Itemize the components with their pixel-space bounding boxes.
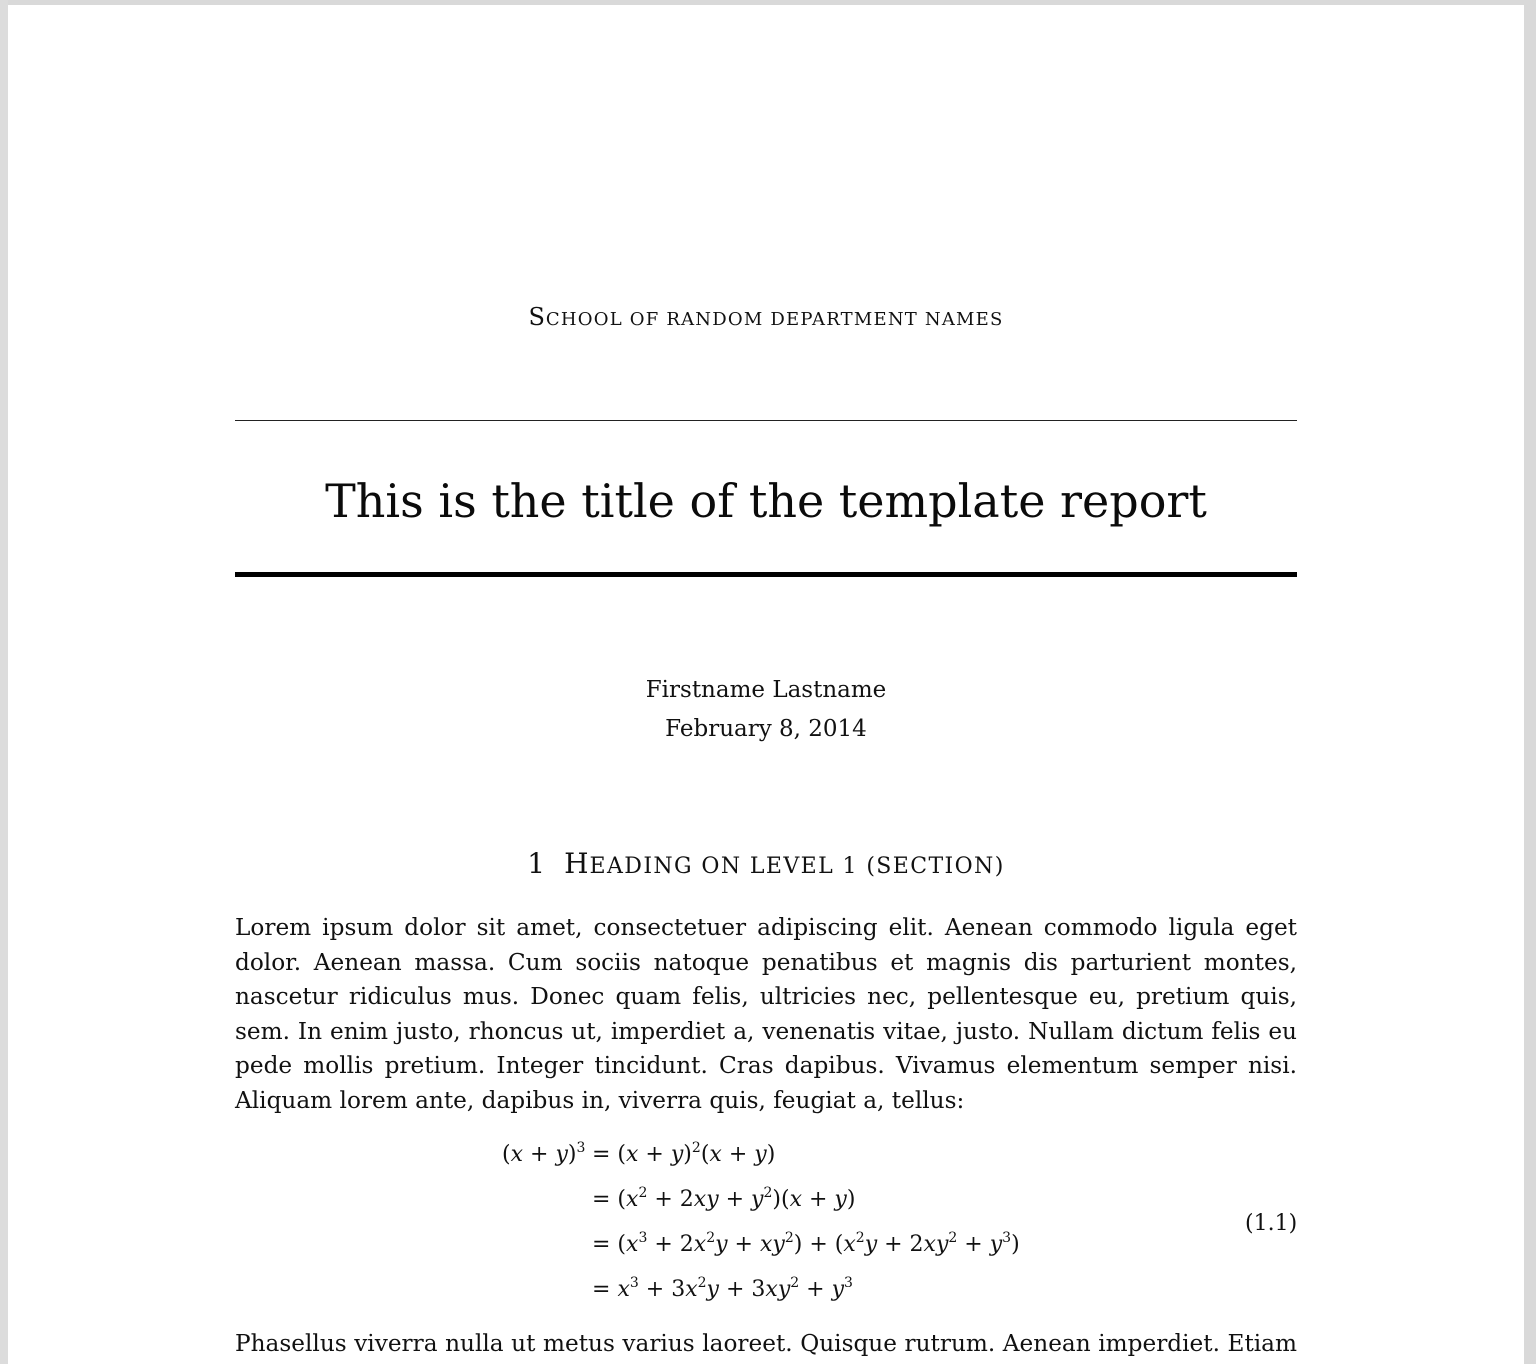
- equation-line-4: = $x^3 + 3x^2y + 3xy^2 + y^3$: [592, 1275, 853, 1302]
- equation-lhs: $(x + y)^3$: [502, 1140, 586, 1167]
- report-title: This is the title of the template report: [325, 474, 1207, 528]
- body-paragraph-1: Lorem ipsum dolor sit amet, consectetuer adipiscing elit. Aenean commodo ligula eget dolor. Aenean massa. Cum sociis natoque penatibus et magnis dis parturient montes, nascetur ridiculus mus. Donec quam felis, ultricies nec, pellentesque eu, pretium quis, sem. In enim justo, rhoncus ut, imperdiet a, venenatis vitae, justo. Nullam dictum felis eu pede mollis pretium. Integer tincidunt. Cras dapibus. Vivamus elementum semper nisi. Aliquam lorem ante, dapibus in, viverra quis, feugiat a, tellus:: [235, 914, 1297, 1114]
- equation-line-2: = $(x^2 + 2xy + y^2)(x + y)$: [592, 1185, 856, 1212]
- equation-line-1: = $(x + y)^2(x + y)$: [592, 1140, 776, 1167]
- department-rest: CHOOL OF RANDOM DEPARTMENT NAMES: [545, 309, 1004, 330]
- document-page: [8, 5, 1524, 1364]
- section-number: 1: [527, 847, 547, 880]
- title-top-rule: [235, 420, 1297, 421]
- page-gutter: [0, 0, 8, 1364]
- author-name: Firstname Lastname: [645, 677, 887, 703]
- body-paragraph-2: Phasellus viverra nulla ut metus varius laoreet. Quisque rutrum. Aenean imperdiet. Etiam: [235, 1330, 1297, 1357]
- section-heading: [8, 847, 1524, 880]
- report-date: February 8, 2014: [665, 716, 867, 742]
- equation-number: (1.1): [1245, 1211, 1298, 1236]
- section-heading-initial: H: [564, 847, 590, 880]
- department-initial: S: [528, 303, 546, 331]
- section-heading-rest: EADING ON LEVEL 1 (SECTION): [589, 854, 1005, 879]
- department-header: [8, 303, 1524, 331]
- title-bottom-rule: [235, 572, 1297, 577]
- equation-line-3: = $(x^3 + 2x^2y + xy^2) + (x^2y + 2xy^2 + y^3)$: [592, 1230, 1020, 1257]
